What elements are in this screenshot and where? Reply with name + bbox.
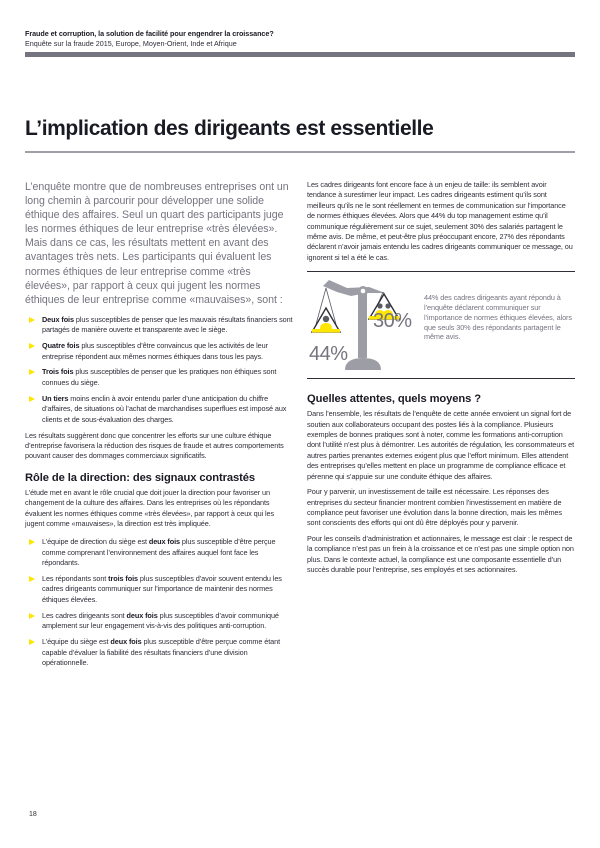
bullet-emphasis: Quatre fois <box>42 341 80 351</box>
direction-list <box>25 537 295 668</box>
findings-list <box>25 315 295 425</box>
list-item <box>25 315 295 336</box>
bullet-text: Les cadres dirigeants sont <box>42 610 127 620</box>
boards-paragraph: Pour les conseils d’administration et actionnaires, le message est clair : le respect de la compliance n’est pas un frein à la croissance et ce n’est pas une simple option non plus. Dans le contexte actuel, la compliance est une composante essentielle d’un succès durable pour l’entreprise, ses employés et ses actionnaires. <box>307 533 574 574</box>
bullet-arrow-icon <box>29 369 35 375</box>
bullet-text: plus susceptible d’être perçue comme comprenant l’environnement des affaires auquel font face les répondants. <box>42 537 276 568</box>
list-item <box>25 394 295 425</box>
intro-paragraph: L’enquête montre que de nombreuses entreprises ont un long chemin à parcourir pour développer une solide éthique des affaires. Seul un quart des participants juge les normes éthiques de leur entreprise «très élevées». Mais dans ce cas, les résultats mettent en avant des avantages très nets. Les participants qui évaluent les normes éthiques de leur entreprise comme «très élevées», par rapport à ceux qui jugent les normes éthiques de leur entreprise comme «mauvaises», sont : <box>25 181 289 306</box>
scale-infographic <box>307 271 575 379</box>
list-item <box>25 574 295 605</box>
expectations-paragraph: Dans l’ensemble, les résultats de l’enquête de cette année envoient un signal fort de soutien aux collaborateurs occupant des postes liés à la compliance. Plusieurs exemples de bonnes pratiques sont à noter, comme les formations anti-corruption dont l’utilité n’est plus à démontrer. Les autorités de régulation, les consommateurs et autres parties prenantes externes exigent plus que l’effort minimum. Elles attendent des entreprises qu’elles mettent en place un programme de compliance efficace et pérenne qui s’appuie sur une conduite éthique des affaires. <box>307 409 575 481</box>
value-30-percent: 30% <box>373 310 412 333</box>
scale-beam <box>323 280 385 296</box>
section-heading-expectations: Quelles attentes, quels moyens ? <box>307 393 481 406</box>
scale-base <box>345 358 381 370</box>
list-item <box>25 537 295 568</box>
bullet-emphasis: deux fois <box>126 610 158 620</box>
list-item <box>25 611 295 632</box>
bullet-arrow-icon <box>29 613 35 619</box>
scale-post <box>358 294 367 358</box>
bullet-arrow-icon <box>29 343 35 349</box>
list-item <box>25 637 295 668</box>
bullet-arrow-icon <box>29 539 35 545</box>
executives-paragraph: Les cadres dirigeants font encore face à un enjeu de taille: ils semblent avoir tendance à surestimer leur impact. Les cadres dirigeants estiment qu’ils sont meilleurs qu’ils ne le sont réellement en termes de communication sur l’importance de normes éthiques élevées. Alors que 44% du top management estime qu’il communique régulièrement sur ce sujet, seulement 30% des salariés partagent le même avis. De même, et peut-être plus préoccupant encore, 27% des répondants déclarent n’avoir jamais entendu les cadres dirigeants communiquer ce message, ou ignorent si tel a été le cas. <box>307 180 573 262</box>
page-title: L’implication des dirigeants est essentielle <box>25 117 434 140</box>
header-title: Fraude et corruption, la solution de facilité pour engendrer la croissance? <box>25 29 274 38</box>
direction-paragraph: L’étude met en avant le rôle crucial que doit jouer la direction pour favoriser un changement de la culture des affaires. Dans les entreprises où les répondants évaluent les normes éthiques comme «très élevées», par rapport à ceux qui les jugent comme «mauvaises», la direction est très impliquée. <box>25 487 275 528</box>
bullet-emphasis: Trois fois <box>42 367 74 377</box>
infographic-caption: 44% des cadres dirigeants ayant répondu à l’enquête déclarent communiquer sur l’importance de normes éthiques élevées, alors que seuls 30% des répondants partagent le même avis. <box>424 293 572 342</box>
bullet-emphasis: Deux fois <box>42 314 74 324</box>
bullet-arrow-icon <box>29 396 35 402</box>
header-divider <box>25 52 575 57</box>
bullet-text: moins enclin à avoir entendu parler d’une anticipation du chiffre d’affaires, de situations où l’achat de marchandises superflues est imposé aux clients et de sous-évaluation des charges. <box>42 393 287 424</box>
bullet-text: plus susceptible d’être perçue comme étant capable d’évaluer la fiabilité des résultats financiers d’une division opérationnelle. <box>42 637 281 667</box>
bullet-text: plus susceptibles de penser que les mauvais résultats financiers sont partagés de manière ouverte et transparente avec le siège. <box>42 314 293 335</box>
title-divider <box>25 151 575 153</box>
bullet-emphasis: deux fois <box>148 537 180 547</box>
investment-paragraph: Pour y parvenir, un investissement de taille est nécessaire. Les réponses des entreprises du secteur financier montrent combien l’investissement en matière de compliance peut favoriser une évolution dans la bonne direction, mais les mêmes sont conscients des efforts qui ont dû être déployés pour y parvenir. <box>307 487 562 528</box>
left-column <box>25 180 295 674</box>
page-number: 18 <box>29 811 37 818</box>
bullet-text: plus susceptibles d’avoir souvent entendu les cadres dirigeants communiquer sur l’importance de maintenir des normes éthiques élevées. <box>42 574 282 604</box>
header-subtitle: Enquête sur la fraude 2015, Europe, Moyen-Orient, Inde et Afrique <box>25 39 237 48</box>
bullet-arrow-icon <box>29 639 35 645</box>
list-item <box>25 367 295 388</box>
conclusion-paragraph: Les résultats suggèrent donc que concentrer les efforts sur une culture éthique d’entreprise favorisera la réduction des risques de fraude et autres comportements pouvant causer des dommages commerciaux significatifs. <box>25 430 284 461</box>
value-44-percent: 44% <box>309 343 348 366</box>
bullet-text: plus susceptibles de penser que les pratiques non éthiques sont connues du siège. <box>42 367 277 387</box>
bullet-emphasis: trois fois <box>108 574 138 584</box>
bullet-arrow-icon <box>29 317 35 323</box>
bullet-emphasis: deux fois <box>110 637 142 647</box>
running-header <box>25 29 575 49</box>
right-column <box>307 180 575 575</box>
bullet-text: L’équipe de direction du siège est <box>42 537 149 547</box>
bullet-arrow-icon <box>29 576 35 582</box>
bullet-emphasis: Un tiers <box>42 393 69 403</box>
bullet-text: plus susceptibles d’être convaincus que les activités de leur entreprise répondent aux mêmes normes éthiques dans tous les pays. <box>42 341 268 361</box>
bullet-text: plus susceptibles d’avoir communiqué amplement sur leur engagement vis-à-vis des politiques anti-corruption. <box>42 610 279 631</box>
section-heading-direction: Rôle de la direction: des signaux contrastés <box>25 471 255 484</box>
bullet-text: Les répondants sont <box>42 574 109 584</box>
bullet-text: L’équipe du siège est <box>42 637 111 647</box>
list-item <box>25 341 295 362</box>
